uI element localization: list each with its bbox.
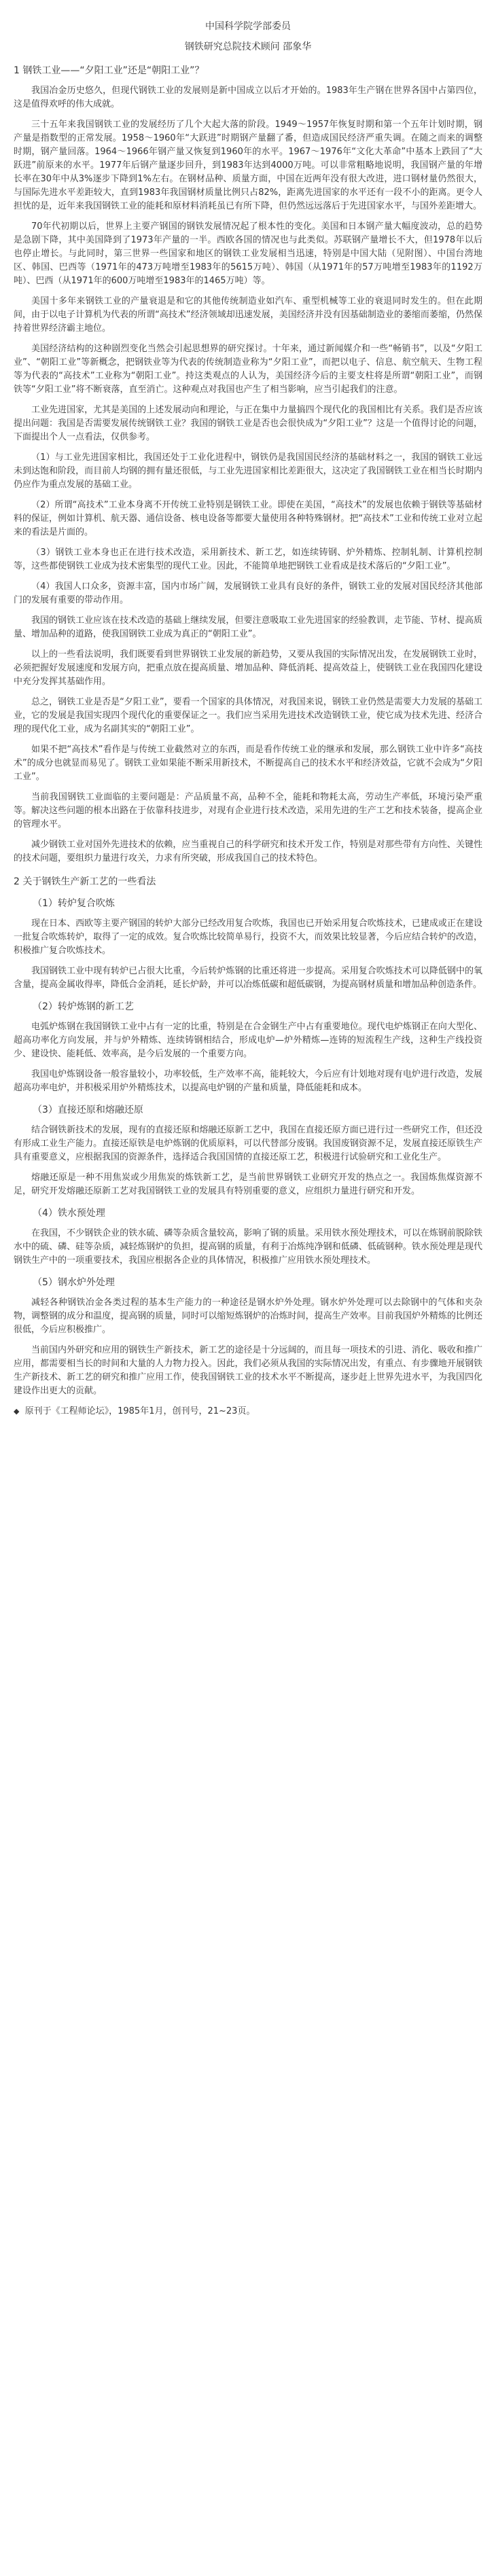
subsection-1-para-1: 现在日本、西欧等主要产钢国的转炉大部分已经改用复合吹炼，我国也已开始采用复合吹炼技术，已建成或正在建设一批复合吹炼转炉，取得了一定的成效。复合吹炼比较简单易行，投资不大，而效果比较显著，今后应结合转炉的改造，积极推广复合吹炼技术。 [14, 918, 482, 956]
author-affiliation: 钢铁研究总院技术顾问 邵象华 [184, 41, 312, 52]
subsection-5-title: （5）钢水炉外处理 [33, 1277, 115, 1288]
footnote-bullet-icon: ◆ [14, 1407, 20, 1416]
section1-para-14: 如果不把“高技术”看作是与传统工业截然对立的东西，而是看作传统工业的继承和发展，那么钢铁工业中许多“高技术”的成分也就显而易见了。钢铁工业如果能不断采用新技术，不断提高自己的技术水平和经济效益，它就不会成为“夕阳工业”。 [14, 745, 482, 782]
section1-para-3: 70年代初期以后，世界上主要产钢国的钢铁发展情况起了根本性的变化。美国和日本钢产量大幅度波动，总的趋势是急剧下降，其中美国降到了1973年产量的一半。西欧各国的情况也与此类似。苏联钢产量增长不大，但1978年以后也停止增长。与此同时，第三世界一些国家和地区的钢铁工业发展相当迅速，特别是中国大陆（见附图）、中国台湾地区、韩国、巴西等（1971年的473万吨增至1983年的5615万吨）、韩国（从1971年的57万吨增至1983年的1192万吨）、巴西（从1971年的600万吨增至1983年的1465万吨）等。 [14, 221, 482, 286]
subsection-5-para-1: 减轻各种钢铁冶金各类过程的基本生产能力的一种途径是钢水炉外处理。钢水炉外处理可以去除钢中的气体和夹杂物，调整钢的成分和温度，提高钢的质量，同时可以缩短炼钢炉的冶炼时间，提高生产效率。目前我国炉外精炼的比例还很低，今后应积极推广。 [14, 1298, 482, 1335]
section1-para-9: （3）钢铁工业本身也正在进行技术改造，采用新技术、新工艺，如连续铸钢、炉外精炼、控制轧制、计算机控制等，这些都使钢铁工业成为技术密集型的现代工业。因此，不能简单地把钢铁工业看成是技术落后的“夕阳工业”。 [14, 548, 482, 571]
section1-para-7: （1）与工业先进国家相比，我国还处于工业化进程中，钢铁仍是我国国民经济的基础材料之一，我国的钢铁工业远未到达饱和阶段，而目前人均钢的拥有量还很低，与工业先进国家相比差距很大，这决定了我国钢铁工业在相当长时期内仍应作为重点发展的基础工业。 [14, 452, 482, 490]
section2-title: 2 关于钢铁生产新工艺的一些看法 [14, 876, 156, 887]
subsection-1-para-2: 我国钢铁工业中现有转炉已占很大比重，今后转炉炼钢的比重还将进一步提高。采用复合吹炼技术可以降低钢中的氧含量，提高金属收得率，降低合金消耗，延长炉龄，并可以冶炼低碳和超低碳钢，为提高钢材质量和增加品种创造条件。 [14, 966, 482, 990]
subsection-4-para-1: 在我国，不少钢铁企业的铁水硫、磷等杂质含量较高，影响了钢的质量。采用铁水预处理技术，可以在炼钢前脱除铁水中的硫、磷、硅等杂质，减轻炼钢炉的负担，提高钢的质量，有利于冶炼纯净钢和低磷、低硫钢种。铁水预处理是现代钢铁生产中的一项重要技术，我国应根据各企业的具体情况，积极推广应用铁水预处理技术。 [14, 1228, 482, 1266]
section1-title: 1 钢铁工业——“夕阳工业”还是“朝阳工业”？ [14, 65, 205, 76]
section1-para-12: 以上的一些看法说明，我们既要看到世界钢铁工业发展的新趋势，又要从我国的实际情况出发，在发展钢铁工业时，必须把握好发展速度和发展方向，把重点放在提高质量、增加品种、降低消耗、提高效益上，使钢铁工业在我国四化建设中充分发挥其基础作用。 [14, 649, 482, 687]
section1-para-1: 我国冶金历史悠久，但现代钢铁工业的发展则是新中国成立以后才开始的。1983年生产钢在世界各国中占第四位，这是值得欢呼的伟大成就。 [14, 86, 482, 109]
subsection-1-title: （1）转炉复合吹炼 [33, 898, 115, 909]
subsection-5-para-2: 当前国内外研究和应用的钢铁生产新技术，新工艺的途径是十分远阔的，而且每一项技术的引进、消化、吸收和推广应用，都需要相当长的时间和大量的人力物力投入。因此，我们必须从我国的实际情况出发，有重点、有步骤地开展钢铁生产新技术、新工艺的研究和推广应用工作，使我国钢铁工业的技术水平不断提高，逐步赶上世界先进水平，为我国四化建设作出更大的贡献。 [14, 1345, 482, 1396]
section1-para-11: 我国的钢铁工业应该在技术改造的基础上继续发展，但要注意吸取工业先进国家的经验教训，走节能、节材、提高质量、增加品种的道路，使我国钢铁工业成为真正的“朝阳工业”。 [14, 615, 482, 639]
source-footnote [14, 1405, 482, 1418]
subsection-3-para-1: 结合钢铁新技术的发展，现有的直接还原和熔融还原新工艺中，我国在直接还原方面已进行过一些研究工作，但还没有形成工业生产能力。直接还原铁是电炉炼钢的优质原料，可以代替部分废钢。我国废钢资源不足，发展直接还原铁生产具有重要意义，应根据我国的资源条件，选择适合我国国情的直接还原工艺，积极进行试验研究和工业化生产。 [14, 1125, 482, 1162]
subsection-2-para-1: 电弧炉炼钢在我国钢铁工业中占有一定的比重，特别是在合金钢生产中占有重要地位。现代电炉炼钢正在向大型化、超高功率化方向发展，并与炉外精炼、连续铸钢相结合，形成电炉—炉外精炼—连铸的短流程生产线，这种生产线投资少、建设快、能耗低、效率高，是今后发展的一个重要方向。 [14, 1022, 482, 1059]
source-footnote-text: 原刊于《工程师论坛》，1985年1月，创刊号，21~23页。 [24, 1406, 255, 1416]
section1-para-15: 当前我国钢铁工业面临的主要问题是：产品质量不高，品种不全，能耗和物耗太高，劳动生产率低，环境污染严重等。解决这些问题的根本出路在于依靠科技进步，对现有企业进行技术改造，采用先进的生产工艺和技术装备，提高企业的管理水平。 [14, 792, 482, 829]
subsection-3-para-2: 熔融还原是一种不用焦炭或少用焦炭的炼铁新工艺，是当前世界钢铁工业研究开发的热点之一。我国炼焦煤资源不足，研究开发熔融还原新工艺对我国钢铁工业的发展具有特别重要的意义，应组织力量进行研究和开发。 [14, 1173, 482, 1196]
section1-para-8: （2）所谓“高技术”工业本身离不开传统工业特别是钢铁工业。即使在美国，“高技术”的发展也依赖于钢铁等基础材料的保证，例如计算机、航天器、通信设备、核电设备等都要大量使用各种特殊钢材。把“高技术”工业和传统工业对立起来的看法是片面的。 [14, 500, 482, 537]
section1-para-4: 美国十多年来钢铁工业的产量衰退是和它的其他传统制造业如汽车、重型机械等工业的衰退同时发生的。但在此期间，由于以电子计算机为代表的所谓“高技术”经济领域却迅速发展，美国经济并没有因基础制造业的萎缩而萎缩，仍然保持着世界经济霸主地位。 [14, 296, 482, 334]
subsection-2-title: （2）转炉炼钢的新工艺 [33, 1001, 134, 1012]
author-organization: 中国科学院学部委员 [205, 21, 291, 32]
subsection-3-title: （3）直接还原和熔融还原 [33, 1105, 143, 1115]
section1-para-16: 减少钢铁工业对国外先进技术的依赖，应当重视自己的科学研究和技术开发工作，特别是对那些带有方向性、关键性的技术问题，要组织力量进行攻关，力求有所突破，形成我国自己的技术特色。 [14, 840, 482, 863]
section1-para-2: 三十五年来我国钢铁工业的发展经历了几个大起大落的阶段。1949～1957年恢复时期和第一个五年计划时期，钢产量是指数型的正常发展。1958～1960年“大跃进”时期钢产量翻了番，但造成国民经济严重失调。在随之而来的调整时期，钢产量回落。1964～1966年钢产量又恢复到1960年的水平。1967～1976年“文化大革命”中基本上跌回了“大跃进”前原来的水平。1977年后钢产量逐步回升，到1983年达到4000万吨。可以非常粗略地说明，我国钢产量的年增长率在30年中从3%逐步下降到1%左右。在钢材品种、质量方面，中国在近两年没有很大改进，进口钢材量仍然很大，与国际先进水平差距较大，直到1983年我国钢材质量比例只占82%，距离先进国家的水平还有一段不小的距离。更令人担忧的是，近年来我国钢铁工业的能耗和原材料消耗虽已有所下降，但仍然远远落后于先进国家水平，与国外差距增大。 [14, 120, 482, 211]
section1-para-6: 工业先进国家，尤其是美国的上述发展动向和理论，与正在集中力量搞四个现代化的我国相比有关系。我们是否应该提出问题：我国是否需要发展传统钢铁工业？我国的钢铁工业是否也会很快成为“夕阳工业”？这是一个值得讨论的问题，下面提出个人一点看法，仅供参考。 [14, 405, 482, 442]
section1-para-5: 美国经济结构的这种剧烈变化当然会引起思想界的研究探讨。十年来，通过新闻媒介和一些“畅销书”，以及“夕阳工业”、“朝阳工业”等新概念，把钢铁业等为代表的传统制造业称为“夕阳工业”，而把以电子、信息、航空航天、生物工程等为代表的“高技术”工业称为“朝阳工业”。持这类观点的人认为，美国经济今后的主要支柱将是所谓“朝阳工业”，而钢铁等“夕阳工业”将不断衰落，直至消亡。这种观点对我国也产生了相当影响，应当引起我们的注意。 [14, 344, 482, 395]
section1-para-10: （4）我国人口众多，资源丰富，国内市场广阔，发展钢铁工业具有良好的条件，钢铁工业的发展对国民经济其他部门的发展有重要的带动作用。 [14, 582, 482, 605]
subsection-4-title: （4）铁水预处理 [33, 1208, 105, 1219]
section1-para-13: 总之，钢铁工业是否是“夕阳工业”，要看一个国家的具体情况，对我国来说，钢铁工业仍然是需要大力发展的基础工业，它的发展是我国实现四个现代化的重要保证之一。我们应当采用先进技术改造钢铁工业，使它成为技术先进、经济合理的现代化工业，成为名副其实的“朝阳工业”。 [14, 697, 482, 734]
subsection-2-para-2: 我国电炉炼钢设备一般容量较小，功率较低，生产效率不高，能耗较大，今后应有计划地对现有电炉进行改造，发展超高功率电炉，并积极采用炉外精炼技术，以提高电炉钢的产量和质量，降低能耗和成本。 [14, 1069, 482, 1093]
